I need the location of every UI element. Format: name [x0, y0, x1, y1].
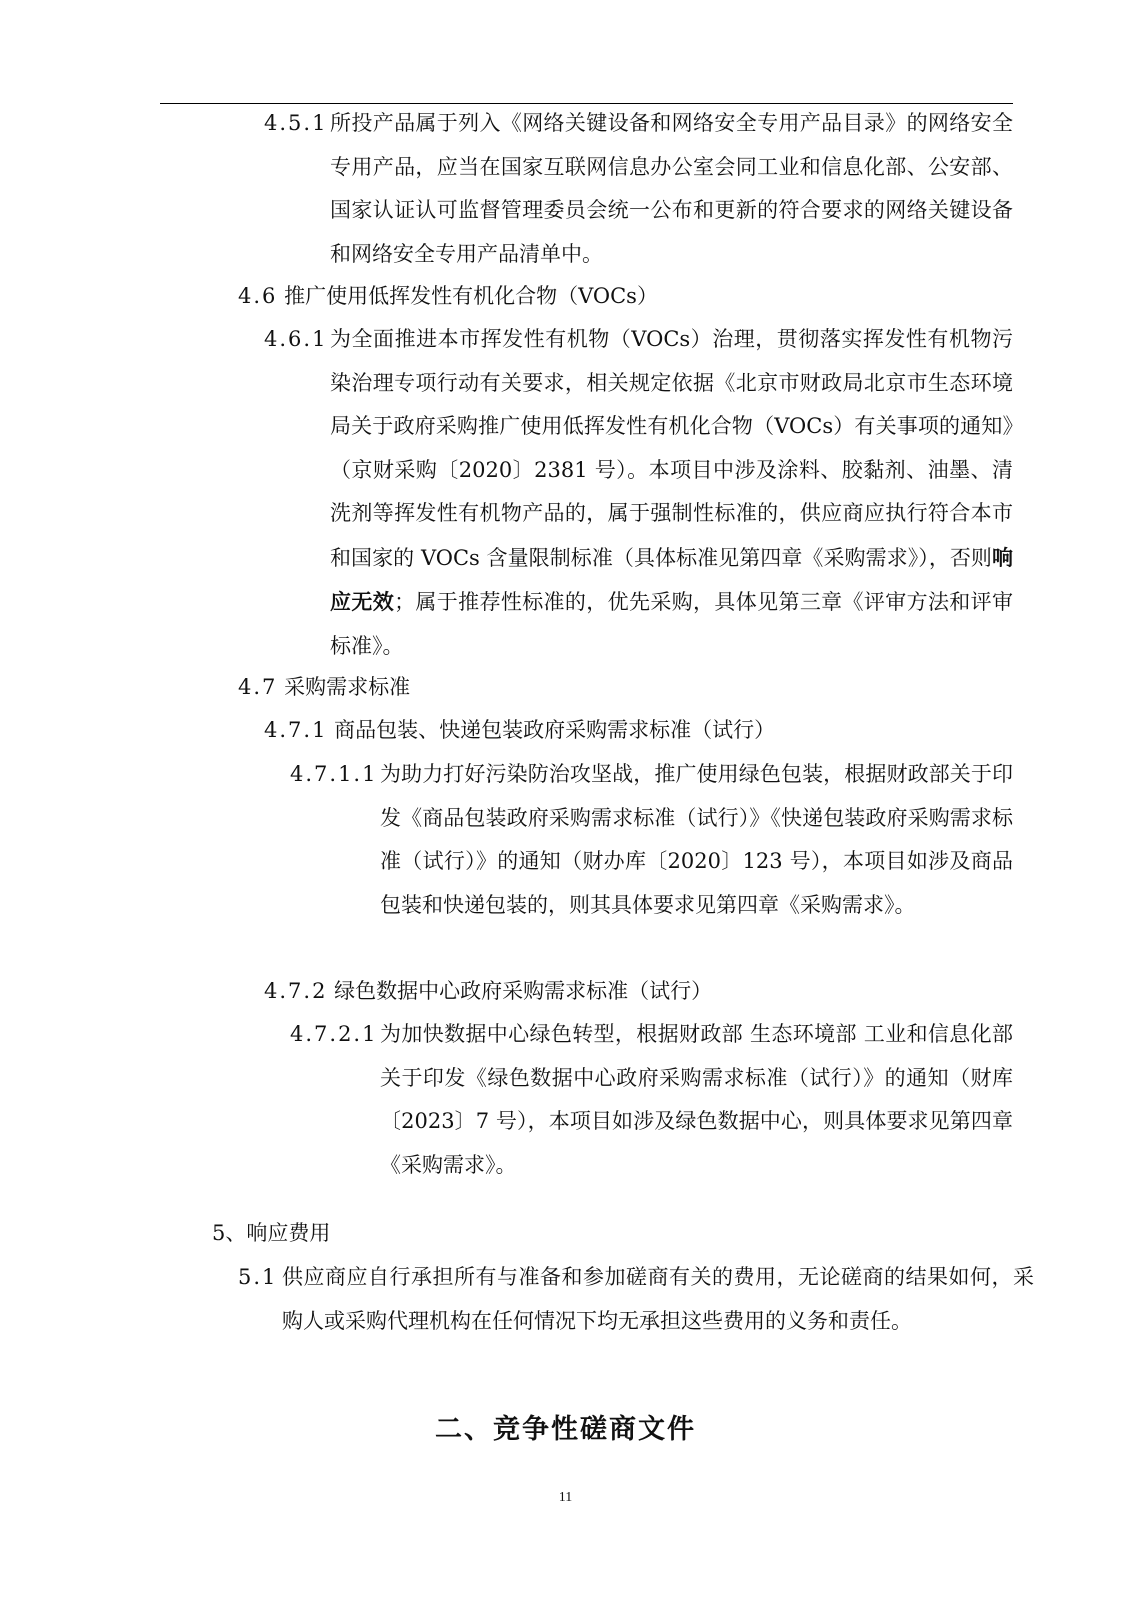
section-4-7-2-heading: 4.7.2 绿色数据中心政府采购需求标准（试行）: [264, 979, 713, 1003]
section-4-5-1-number: 4.5.1: [264, 111, 328, 135]
section-4-7-2-1-number: 4.7.2.1: [290, 1022, 378, 1046]
section-4-5-1-text: 所投产品属于列入《网络关键设备和网络安全专用产品目录》的网络安全专用产品，应当在国家互联网信息办公室会同工业和信息化部、公安部、国家认证认可监督管理委员会统一公布和更新的符合要求的网络关键设备和网络安全专用产品清单中。: [330, 111, 1013, 266]
section-4-6-heading: 4.6 推广使用低挥发性有机化合物（VOCs）: [238, 284, 658, 308]
section-4-7-heading: 4.7 采购需求标准: [238, 675, 411, 699]
section-4-7-1-1-number: 4.7.1.1: [290, 762, 378, 786]
section-4-7-2-1-text: 为加快数据中心绿色转型，根据财政部 生态环境部 工业和信息化部关于印发《绿色数据中心政府采购需求标准（试行）》的通知（财库〔2023〕7 号），本项目如涉及绿色数据中心，则具体要求见第四章《采购需求》。: [380, 1022, 1013, 1177]
chapter-title: 二、竞争性磋商文件: [435, 1414, 696, 1445]
section-4-6-1-number: 4.6.1: [264, 327, 328, 351]
page-number: 11: [558, 1490, 573, 1505]
section-4-6-1-text: 为全面推进本市挥发性有机物（VOCs）治理，贯彻落实挥发性有机物污染治理专项行动有关要求，相关规定依据《北京市财政局北京市生态环境局关于政府采购推广使用低挥发性有机化合物（VOCs）有关事项的通知》（京财采购〔2020〕2381 号）。本项目中涉及涂料、胶黏剂、油墨、清洗剂等挥发性有机物产品的，属于强制性标准的，供应商应执行符合本市和国家的 VOCs 含量限制标准（具体标准见第四章《采购需求》），否则响应无效；属于推荐性标准的，优先采购，具体见第三章《评审方法和评审标准》。: [330, 327, 1014, 658]
section-5-1-text: 供应商应自行承担所有与准备和参加磋商有关的费用，无论磋商的结果如何，采购人或采购代理机构在任何情况下均无承担这些费用的义务和责任。: [282, 1265, 1034, 1333]
section-5-1-number: 5.1: [238, 1265, 278, 1289]
section-5-heading: 5、响应费用: [212, 1221, 331, 1245]
section-4-7-1-1-text: 为助力打好污染防治攻坚战，推广使用绿色包装，根据财政部关于印发《商品包装政府采购需求标准（试行）》《快递包装政府采购需求标准（试行）》的通知（财办库〔2020〕123 号），本项目如涉及商品包装和快递包装的，则其具体要求见第四章《采购需求》。: [380, 762, 1013, 917]
section-4-7-1-heading: 4.7.1 商品包装、快递包装政府采购需求标准（试行）: [264, 718, 776, 742]
